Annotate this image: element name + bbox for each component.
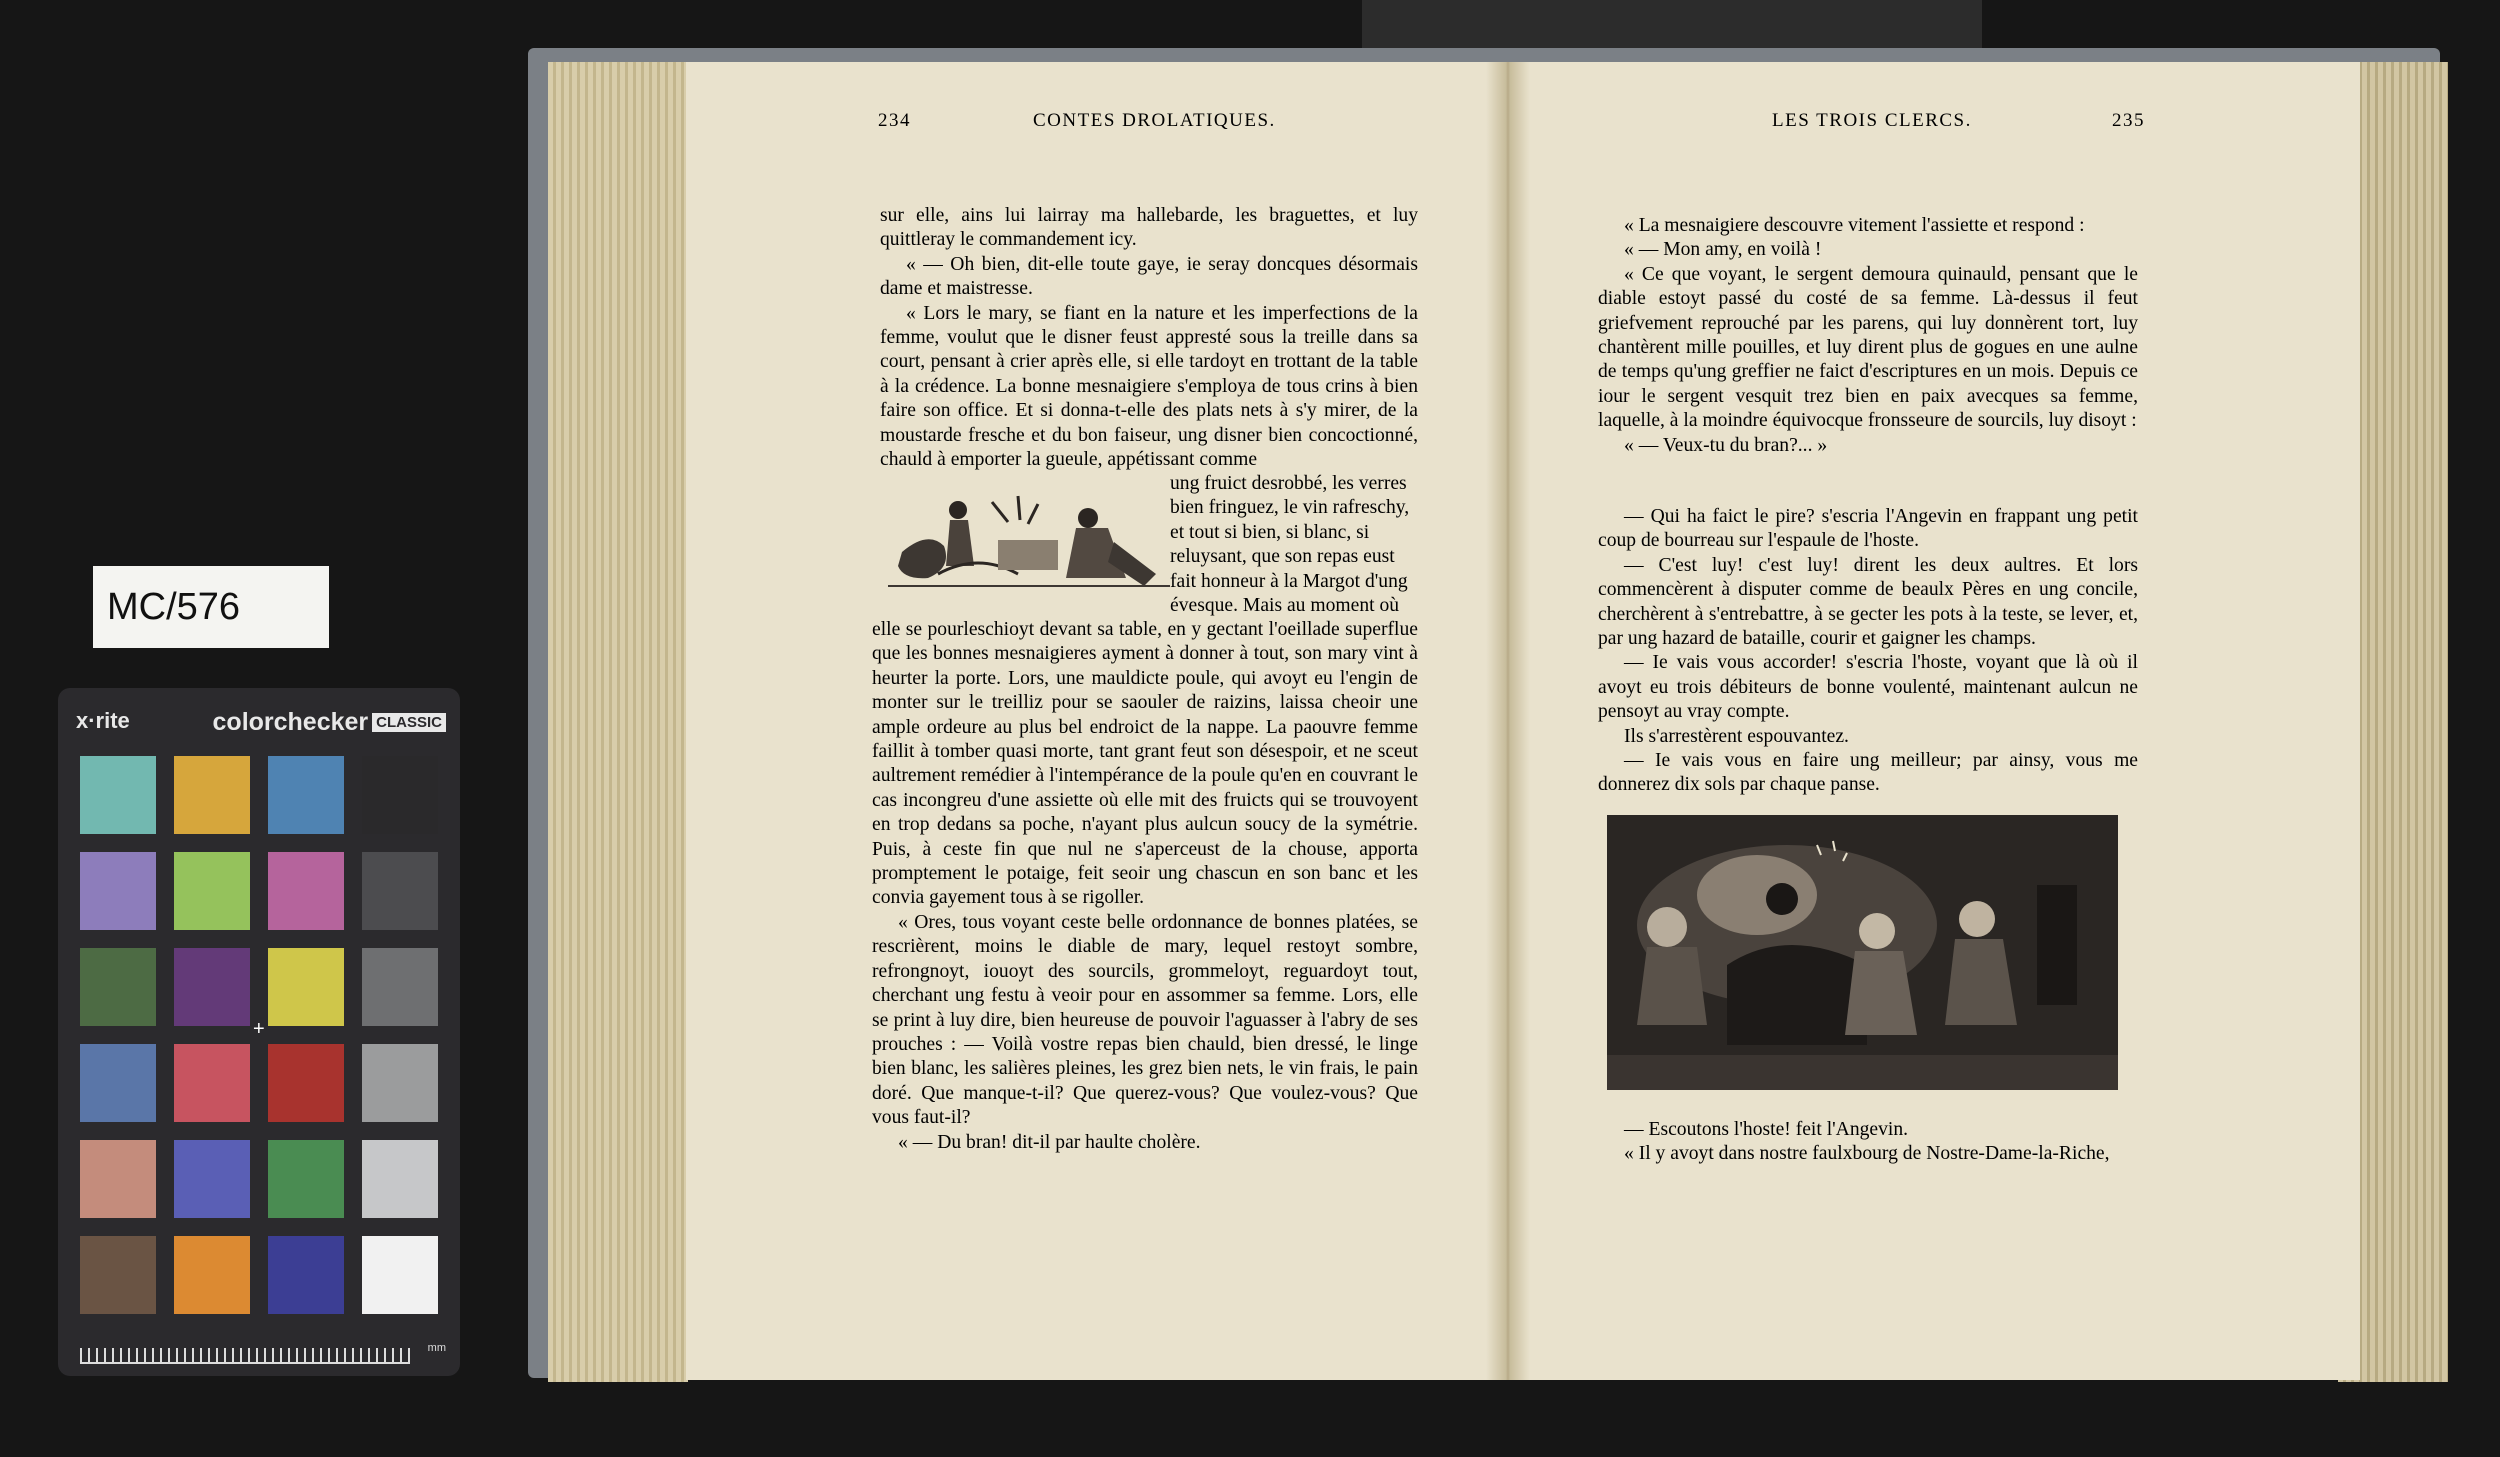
paragraph: « Lors le mary, se fiant en la nature et les imperfections de la femme, voulut que le disner feust appresté sous la treille dans sa court, pensant à crier après elle, si elle tardoyt en trottant de la table à la crédence. La bonne mesnaigiere s'employa de tous crins à bien faire son office. Et si donna-t-elle des plats nets à s'y mirer, de la moustarde fresche et du bon faiseur, ung disner bien concoctionné, chauld à emporter la gueule, appétissant comme	[880, 302, 1418, 471]
paragraph: — Ie vais vous en faire ung meilleur; par ainsy, vous me donnerez dix sols par chaque panse.	[1598, 750, 2138, 796]
color-swatch	[362, 756, 438, 834]
paragraph: Ils s'arrestèrent espouvantez.	[1624, 725, 1849, 747]
wrapped-line: bien fringuez, le vin rafreschy,	[1170, 497, 1410, 519]
paragraph: « — Veux-tu du bran?... »	[1624, 434, 1828, 456]
mm-ruler	[80, 1348, 410, 1364]
left-running-title: CONTES DROLATIQUES.	[1033, 110, 1276, 131]
color-swatch	[80, 1044, 156, 1122]
wrapped-line: et tout si bien, si blanc, si	[1170, 521, 1370, 543]
left-text-bottom	[872, 618, 1418, 1155]
paragraph: — Ie vais vous accorder! s'escria l'hoste, voyant que là où il avoyt eu trois débiteurs de bonne voulenté, maintenant aulcun ne pensoyt au vray compte.	[1598, 652, 2138, 723]
left-page-number: 234	[878, 110, 911, 131]
archive-label-text: MC/576	[107, 586, 241, 628]
paragraph: « Ores, tous voyant ceste belle ordonnance de bonnes platées, se rescrièrent, moins le diable de mary, lequel restoyt sombre, refrongnoyt, iouoyt des sourcils, grommeloyt, reguardoyt tout, cherchant ung festu à veoir pour en assommer sa femme. Lors, elle se print à luy dire, bien heureuse de pouvoir l'aguasser à l'abry de ses prouches : — Voilà vostre repas bien chauld, bien dressé, le linge bien blanc, les salières pleines, les grez bien nets, le vin frais, le pain doré. Que manque-t-il? Que querez-vous? Que voulez-vous? Que vous faut-il?	[872, 911, 1418, 1129]
right-text-top	[1598, 214, 2138, 458]
paragraph: — C'est luy! c'est luy! dirent les deux aultres. Et lors commencèrent à disputer comme de beaulx Pères en ung concile, cherchèrent à s'entrebattre, à se gecter les pots à la teste, se lever, et, par ung hazard de bataille, courir et gaigner les champs.	[1598, 554, 2138, 650]
color-swatch	[174, 852, 250, 930]
color-checker-product-name: colorchecker	[212, 708, 369, 736]
paragraph: « Il y avoyt dans nostre faulxbourg de Nostre-Dame-la-Riche,	[1624, 1143, 2110, 1165]
left-text-top	[880, 204, 1418, 472]
paragraph: elle se pourleschioyt devant sa table, en y gectant l'oeillade superflue que les bonnes mesnaigieres ayment à donner à tout, son mary vint à heurter la porte. Lors, une mauldicte poule, qui avoyt eu l'engin de monter sur le treilliz pour se saouler de raizins, laissa cheoir une ample ordeure au plus bel endroict de la nappe. La paouvre femme faillit à tomber quasi morte, tant grant feut son désespoir, et ne sceut aultrement remédier à l'intempérance de la poule qu'en en couvrant le cas incongreu d'une assiette où elle mit des fruicts qui se trouvoyent en trop dedans sa poche, n'ayant plus aulcun soucy de la symétrie. Puis, à ceste fin que nul ne s'aperceust de la chouse, apporta promptement le potaige, feit seoir ung chascun en son banc et les convia gayement tous à se rigoller.	[872, 619, 1418, 909]
color-checker-header	[76, 702, 446, 742]
left-text-wrap	[1170, 472, 1416, 618]
color-swatch	[268, 948, 344, 1026]
color-swatch	[362, 1044, 438, 1122]
tavern-scene-illustration	[1607, 815, 2118, 1090]
color-swatch	[268, 852, 344, 930]
color-checker-product	[213, 708, 446, 737]
right-page-number: 235	[2112, 110, 2145, 131]
color-swatch	[174, 1236, 250, 1314]
wrapped-line: évesque. Mais au moment où	[1170, 595, 1400, 617]
wrapped-line: reluysant, que son repas eust	[1170, 546, 1395, 568]
page-edges-left	[548, 62, 688, 1382]
color-swatch	[268, 756, 344, 834]
book-gutter	[1486, 62, 1530, 1380]
paragraph: « — Mon amy, en voilà !	[1624, 239, 1822, 261]
paragraph: « — Du bran! dit-il par haulte cholère.	[898, 1131, 1201, 1153]
color-swatch	[362, 1236, 438, 1314]
right-text-middle	[1598, 505, 2138, 798]
color-swatch	[174, 1044, 250, 1122]
paragraph: « — Oh bien, dit-elle toute gaye, ie seray doncques désormais dame et maistresse.	[880, 253, 1418, 300]
ruler-unit: mm	[427, 1342, 446, 1354]
paragraph: — Qui ha faict le pire? s'escria l'Angevin en frappant ung petit coup de bourreau sur l'espaule de l'hoste.	[1598, 506, 2138, 552]
paragraph: — Escoutons l'hoste! feit l'Angevin.	[1624, 1119, 1909, 1140]
color-swatch	[268, 1140, 344, 1218]
color-checker-card	[58, 688, 460, 1376]
archive-label	[93, 566, 329, 648]
color-checker-brand: x·rite	[76, 708, 130, 733]
color-swatch	[80, 1140, 156, 1218]
paragraph: « La mesnaigiere descouvre vitement l'assiette et respond :	[1624, 215, 2085, 236]
color-swatch	[80, 852, 156, 930]
color-swatch	[80, 948, 156, 1026]
color-swatch	[362, 852, 438, 930]
crosshair-icon: +	[253, 1018, 265, 1040]
color-swatch	[362, 948, 438, 1026]
feast-vignette-illustration	[888, 482, 1170, 592]
color-swatch	[174, 1140, 250, 1218]
paragraph: sur elle, ains lui lairray ma hallebarde, les braguettes, et luy quittleray le commandement icy.	[880, 205, 1418, 251]
color-swatch	[174, 756, 250, 834]
color-swatch	[80, 1236, 156, 1314]
color-swatch	[268, 1236, 344, 1314]
paragraph: « Ce que voyant, le sergent demoura quinauld, pensant que le diable estoyt passé du costé de sa femme. Là-dessus il feut griefvement reprouché par les parens, qui luy donnèrent tort, luy chantèrent mille pouilles, et luy dirent plus de gogues en une aulne de temps qu'ung greffier ne faict d'escriptures en un mois. Depuis ce iour le sergent vesquit trez bien en paix avecques sa femme, laquelle, à la moindre équivocque fronsseure de sourcils, luy disoyt :	[1598, 263, 2138, 432]
color-swatch	[80, 756, 156, 834]
wrapped-line: fait honneur à la Margot d'ung	[1170, 570, 1408, 592]
color-swatch	[174, 948, 250, 1026]
wrapped-line: ung fruict desrobbé, les verres	[1170, 473, 1407, 494]
color-swatch	[362, 1140, 438, 1218]
right-text-bottom	[1598, 1118, 2138, 1167]
color-swatch	[268, 1044, 344, 1122]
color-checker-edition: CLASSIC	[372, 713, 446, 732]
right-running-title: LES TROIS CLERCS.	[1772, 110, 1972, 131]
